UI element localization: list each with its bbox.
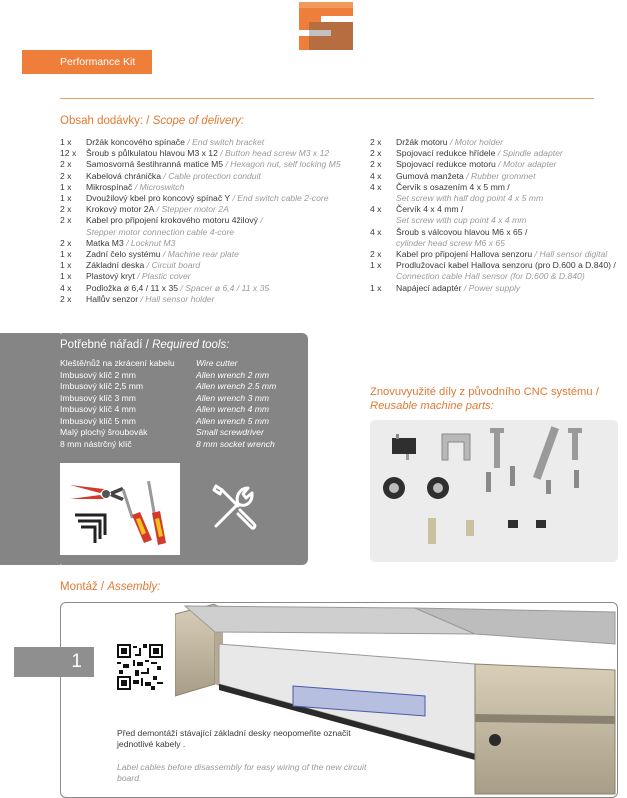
- tool-item-cz: 8 mm nástrčný klíč: [60, 438, 132, 449]
- scope-item-cz: Prodlužovací kabel Hallova senzoru (pro D.600 a D.840) /: [396, 260, 616, 271]
- scope-item-text: [86, 171, 261, 182]
- scope-item-qty: 1 x: [60, 260, 72, 271]
- scope-item-en: Stepper motor 2A: [161, 204, 229, 215]
- tool-item-en: Allen wrench 2.5 mm: [196, 381, 277, 391]
- reusable-title: [370, 385, 599, 413]
- scope-item-text: [396, 227, 527, 238]
- scope-item: [60, 148, 360, 159]
- machine-rail-icon: [185, 606, 615, 644]
- tool-item-en: 8 mm socket wrench: [196, 438, 275, 449]
- tool-item: [60, 393, 305, 405]
- scope-item-qty: 4 x: [370, 226, 382, 237]
- scope-item-text: [396, 283, 520, 294]
- scope-item-cz: Základní deska: [86, 260, 145, 271]
- scope-item-qty: 2 x: [370, 148, 382, 159]
- scope-item-cz: Držák motoru: [396, 137, 448, 147]
- tool-item-cz: Imbusový klíč 2 mm: [60, 369, 136, 380]
- scope-item-sep: /: [463, 170, 471, 181]
- scope-item-en: cylinder head screw M6 x 65: [396, 237, 505, 248]
- scope-item-en: Spindle adapter: [502, 148, 563, 159]
- scope-item-sep: /: [154, 204, 162, 215]
- scope-item: [370, 171, 620, 182]
- step-note-cz: Před demontáží stávající základní desky neopomeňte označit jednotlivé kabely .: [117, 728, 351, 749]
- scope-item-cz: Držák koncového spínače: [86, 137, 185, 147]
- scope-item-sep: /: [532, 249, 540, 260]
- scope-item-en: Set screw with half dog point 4 x 5 mm: [396, 193, 544, 204]
- scope-item-cz: Spojovací redukce hřídele: [396, 148, 496, 159]
- brand-logo: [299, 2, 353, 50]
- scope-item: [60, 171, 360, 182]
- scope-item-en: Machine rear plate: [167, 249, 239, 260]
- scope-item-text: [86, 204, 229, 215]
- scope-item-en: Hall sensor holder: [145, 293, 215, 304]
- scope-item-text: [396, 137, 503, 148]
- tool-item-cz: Imbusový klíč 4 mm: [60, 404, 136, 414]
- scope-item: [60, 193, 360, 204]
- scope-item-qty: 1 x: [370, 260, 382, 271]
- scope-item-qty: 2 x: [60, 237, 72, 248]
- tool-item-en: Allen wrench 3 mm: [196, 392, 270, 403]
- scope-item-cz: Kabelová chránička: [86, 170, 162, 181]
- tool-item: [60, 416, 305, 428]
- scope-item-sep: /: [495, 148, 503, 159]
- scope-item-qty: 2 x: [370, 159, 382, 170]
- scope-item-text: [86, 159, 341, 170]
- scope-item-en: Plastic cover: [141, 271, 191, 282]
- performance-kit-label: Performance Kit: [22, 50, 152, 74]
- scope-item-qty: 4 x: [370, 204, 382, 215]
- scope-item: [370, 204, 620, 215]
- scope-item-cz: Červík s osazením 4 x 5 mm /: [396, 181, 510, 192]
- scope-item-sep: /: [184, 137, 193, 147]
- tool-item: [60, 381, 305, 393]
- scope-item-text: [86, 238, 175, 249]
- scope-item-sep: /: [138, 293, 146, 304]
- scope-item-text: [86, 148, 329, 159]
- scope-item: [60, 159, 360, 170]
- scope-item-sep: /: [447, 137, 455, 147]
- scope-item-en: Microswitch: [139, 181, 185, 192]
- scope-item: [60, 283, 360, 294]
- scope-item-text: [86, 215, 263, 226]
- tool-item: [60, 404, 305, 416]
- tools-title-en: Required tools:: [152, 339, 230, 351]
- scope-item-en: Hall sensor digital: [539, 249, 608, 260]
- scope-item-text: [86, 294, 215, 305]
- assembly-title: [60, 581, 160, 593]
- scope-item-text: [86, 283, 269, 294]
- scope-item-qty: 1 x: [370, 282, 382, 293]
- scope-item-qty: 1 x: [60, 137, 72, 147]
- assembly-title-sep: /: [97, 581, 108, 593]
- scope-item-text: [86, 182, 184, 193]
- scope-item-text: [396, 182, 510, 193]
- scope-item-cz: Hallův senzor: [86, 293, 139, 304]
- scope-item-cz: Šroub s válcovou hlavou M6 x 65 /: [396, 226, 528, 237]
- scope-item: [370, 249, 620, 260]
- scope-item-qty: 4 x: [370, 181, 382, 192]
- scope-item-qty: 2 x: [60, 159, 72, 170]
- scope-item-text: [396, 249, 607, 260]
- scope-item-cz: Spojovací redukce motoru: [396, 159, 496, 170]
- machine-right-frame-icon: [475, 664, 615, 794]
- scope-title-sep: /: [143, 115, 153, 127]
- scope-item: [60, 137, 360, 148]
- scope-item-en: Button head screw M3 x 12: [225, 148, 330, 159]
- scope-title: [60, 115, 244, 127]
- scope-item: [60, 260, 360, 271]
- scope-item-sep: /: [132, 181, 140, 192]
- scope-item-en: Cable protection conduit: [168, 170, 261, 181]
- scope-item-qty: 12 x: [60, 148, 77, 159]
- scope-item: [370, 159, 620, 170]
- scope-item: [60, 204, 360, 215]
- reusable-title-cz: Znovuvyužité díly z původního CNC systému /: [370, 386, 599, 398]
- scope-title-cz: Obsah dodávky:: [60, 115, 144, 127]
- scope-item: [370, 148, 620, 159]
- scope-item-qty: 1 x: [60, 181, 72, 192]
- scope-item-qty: 1 x: [60, 193, 72, 204]
- tool-item-cz: Imbusový klíč 2,5 mm: [60, 381, 144, 391]
- scope-item-en: Connection cable Hall sensor (for D.600 & D.840): [396, 271, 585, 282]
- scope-item-qty: 2 x: [370, 249, 382, 260]
- scope-item-qty: 1 x: [60, 271, 72, 282]
- scope-item-text: [86, 137, 264, 148]
- tool-item-en: Allen wrench 5 mm: [196, 415, 270, 426]
- scope-item-cz: Šroub s půlkulatou hlavou M3 x 12: [86, 148, 218, 159]
- tool-item-en: Allen wrench 2 mm: [196, 369, 270, 380]
- scope-item-cz: Gumová manžeta: [396, 170, 464, 181]
- scope-item-en: Stepper motor connection cable 4-core: [86, 226, 235, 237]
- tool-item-en: Allen wrench 4 mm: [196, 404, 270, 414]
- header-divider: [60, 98, 594, 99]
- scope-item-sep: /: [230, 193, 238, 204]
- scope-item-sep: /: [217, 148, 226, 159]
- scope-item-sep: /: [178, 282, 186, 293]
- scope-item-sep: /: [461, 282, 469, 293]
- scope-item-text: [86, 249, 239, 260]
- scope-item-sep: /: [144, 260, 152, 271]
- scope-item-en: Motor holder: [454, 137, 503, 147]
- tool-item-en: Wire cutter: [196, 358, 238, 368]
- qr-code-icon: [117, 644, 163, 690]
- scope-item: [60, 238, 360, 249]
- scope-item: [60, 271, 360, 282]
- scope-item-qty: 2 x: [60, 170, 72, 181]
- scope-item-sep: /: [134, 271, 142, 282]
- scope-item-qty: 1 x: [60, 249, 72, 260]
- scope-item-sep: /: [161, 170, 169, 181]
- scope-item-text: [86, 193, 329, 204]
- step-note-en: Label cables before disassembly for easy wiring of the new circuit board.: [117, 762, 367, 783]
- scope-item-text: [396, 260, 616, 271]
- tool-item-cz: Imbusový klíč 5 mm: [60, 415, 136, 426]
- scope-item-cz: Podložka ø 6,4 / 11 x 35: [86, 282, 179, 293]
- tools-photo: [60, 463, 180, 555]
- scope-item: [370, 227, 620, 238]
- assembly-title-en: Assembly:: [107, 581, 161, 593]
- scope-item-text: [86, 271, 191, 282]
- scope-item-text: [396, 159, 557, 170]
- scope-title-en: Scope of delivery:: [152, 115, 245, 127]
- scope-item: [60, 249, 360, 260]
- scope-item-en: End switch bracket: [192, 137, 265, 147]
- scope-item-qty: 2 x: [370, 137, 382, 147]
- scope-item-qty: 2 x: [60, 204, 72, 215]
- scope-item-cz: Matka M3: [86, 237, 124, 248]
- tool-item-cz: Imbusový klíč 3 mm: [60, 392, 136, 403]
- scope-item-cz: Červík 4 x 4 mm /: [396, 204, 464, 215]
- scope-item-sep: /: [123, 237, 131, 248]
- assembly-title-cz: Montáž: [60, 581, 98, 593]
- scope-item-text: [396, 148, 563, 159]
- scope-item-en: Locknut M3: [130, 237, 176, 248]
- scope-item: [370, 283, 620, 294]
- scope-item-cz: Samosvorná šestihranná matice M5: [86, 159, 224, 170]
- scope-item-cz: Krokový motor 2A: [86, 204, 155, 215]
- tool-item: [60, 358, 305, 370]
- step-number: 1: [14, 647, 94, 677]
- scope-item: [60, 182, 360, 193]
- scope-item-qty: 2 x: [60, 293, 72, 304]
- scope-list-left: [60, 137, 360, 305]
- tools-title-cz: Potřebné nářadí: [60, 339, 143, 351]
- scope-item-en: Spacer ø 6,4 / 11 x 35: [185, 282, 270, 293]
- scope-item-cz: Mikrospínač: [86, 181, 133, 192]
- tool-item: [60, 439, 305, 451]
- tools-side-tab: [0, 333, 60, 565]
- tool-item-en: Small screwdriver: [196, 427, 264, 437]
- tool-item-cz: Malý plochý šroubovák: [60, 427, 148, 437]
- scope-item-cz: Kabel pro připojení Hallova senzoru: [396, 249, 533, 260]
- scope-item: [60, 294, 360, 305]
- scope-item-qty: 4 x: [60, 282, 72, 293]
- reusable-title-en: Reusable machine parts:: [370, 400, 494, 412]
- scope-item-en: Hexagon nut, self locking M5: [230, 159, 341, 170]
- scope-item-sep: /: [257, 215, 263, 226]
- scope-item: [60, 215, 360, 226]
- scope-item-cz: Zadní čelo systému: [86, 249, 161, 260]
- scope-item-en: Set screw with cup point 4 x 4 mm: [396, 215, 527, 226]
- scope-item-text: [396, 204, 463, 215]
- scope-item-text: [396, 171, 535, 182]
- tools-title: [60, 339, 229, 351]
- scope-item-cz: Kabel pro připojení krokového motoru 4žilový: [86, 215, 258, 226]
- scope-item: [370, 182, 620, 193]
- tool-item: [60, 427, 305, 439]
- scope-item-cz: Dvoužilový kbel pro koncový spínač Y: [86, 193, 231, 204]
- scope-item-sep: /: [495, 159, 504, 170]
- scope-item-sep: /: [160, 249, 168, 260]
- scope-item: [370, 260, 620, 271]
- tools-wrench-screwdriver-icon: [208, 480, 262, 534]
- scope-item-text: [86, 260, 200, 271]
- tool-item-cz: Kleště/nůž na zkrácení kabelu: [60, 358, 175, 368]
- scope-item-cz: Plastový kryt: [86, 271, 135, 282]
- reusable-parts-photo: [370, 420, 618, 562]
- tools-title-sep: /: [142, 339, 153, 351]
- scope-item-en: Power supply: [468, 282, 521, 293]
- scope-list-right: [370, 137, 620, 294]
- scope-item-qty: 4 x: [370, 170, 382, 181]
- scope-item-cz: Napájecí adaptér: [396, 282, 462, 293]
- tool-item: [60, 370, 305, 382]
- scope-item-en: Rubber grommet: [471, 170, 536, 181]
- scope-item-sep: /: [223, 159, 231, 170]
- tools-list: [60, 358, 305, 450]
- scope-item-en: Circuit board: [151, 260, 201, 271]
- scope-item-qty: 2 x: [60, 215, 72, 226]
- scope-item: [370, 137, 620, 148]
- scope-item-en: End switch cable 2-core: [237, 193, 329, 204]
- scope-item-en: Motor adapter: [503, 159, 557, 170]
